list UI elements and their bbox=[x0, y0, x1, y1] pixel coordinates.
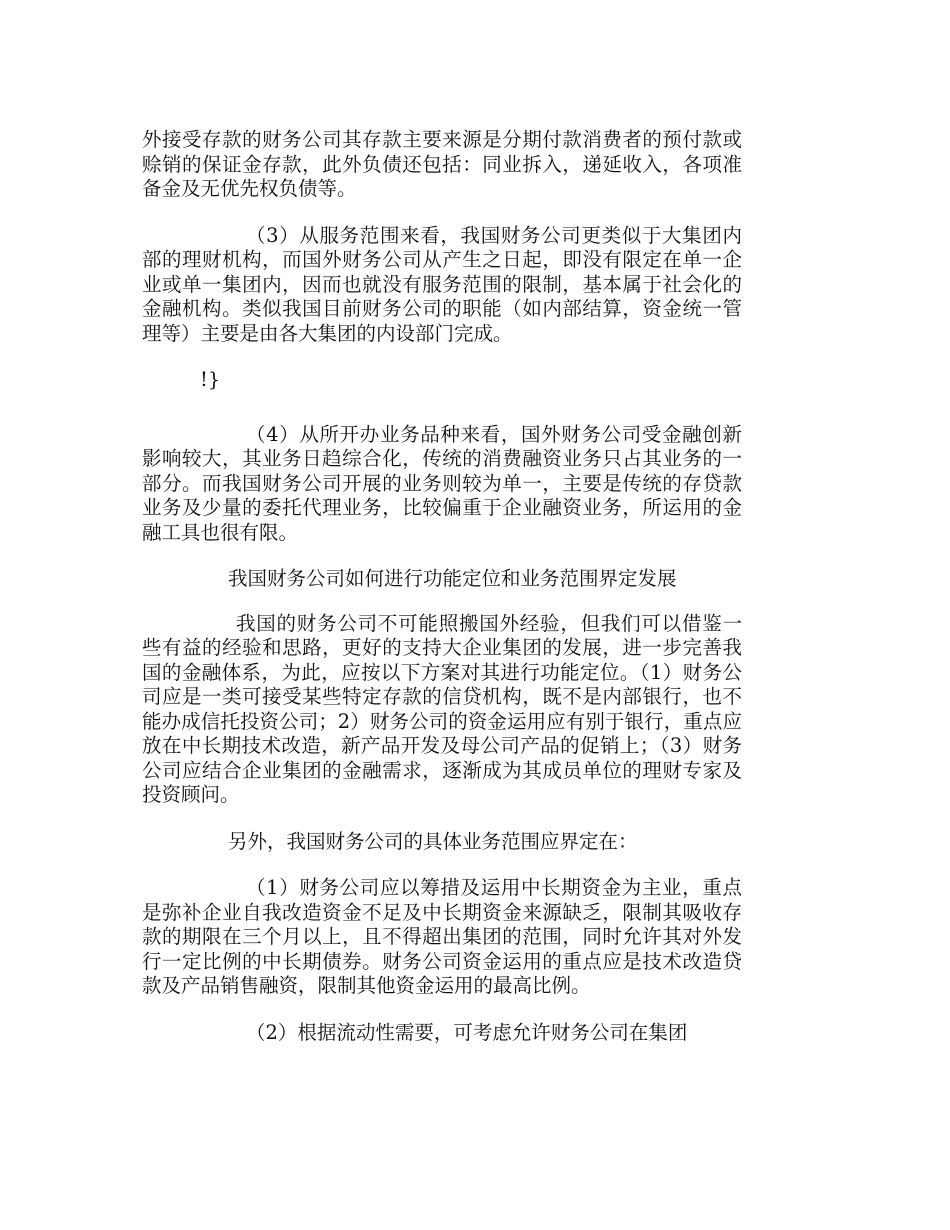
paragraph-service-scope: （3）从服务范围来看，我国财务公司更类似于大集团内部的理财机构，而国外财务公司从产生之日起，即没有限定在单一企业或单一集团内，因而也就没有服务范围的限制，基本属于社会化的金融机构。类似我国目前财务公司的职能（如内部结算，资金统一管理等）主要是由各大集团的内设部门完成。 bbox=[142, 223, 742, 345]
paragraph-scope-item-2: （2）根据流动性需要，可考虑允许财务公司在集团 bbox=[246, 1020, 688, 1044]
paragraph-liabilities: 外接受存款的财务公司其存款主要来源是分期付款消费者的预付款或赊销的保证金存款，此外负债还包括：同业拆入，递延收入，各项准备金及无优先权负债等。 bbox=[142, 128, 742, 200]
paragraph-scope-item-1: （1）财务公司应以筹措及运用中长期资金为主业，重点是弥补企业自我改造资金不足及中长期资金来源缺乏，限制其吸收存款的期限在三个月以上，且不得超出集团的范围，同时允许其对外发行一定比例的中长期债券。财务公司资金运用的重点应是技术改造贷款及产品销售融资，限制其他资金运用的最高比例。 bbox=[142, 876, 742, 997]
paragraph-stray-symbol: !} bbox=[200, 368, 221, 391]
paragraph-scope-intro: 另外，我国财务公司的具体业务范围应界定在： bbox=[228, 829, 638, 853]
document-body bbox=[142, 128, 742, 1045]
section-heading: 我国财务公司如何进行功能定位和业务范围界定发展 bbox=[228, 567, 677, 590]
paragraph-function-positioning: 我国的财务公司不可能照搬国外经验，但我们可以借鉴一些有益的经验和思路，更好的支持大企业集团的发展，进一步完善我国的金融体系，为此，应按以下方案对其进行功能定位。（1）财务公司应是一类可接受某些特定存款的信贷机构，既不是内部银行，也不能办成信托投资公司；2）财务公司的资金运用应有别于银行，重点应放在中长期技术改造，新产品开发及母公司产品的促销上；（3）财务公司应结合企业集团的金融需求，逐渐成为其成员单位的理财专家及投资顾问。 bbox=[142, 611, 742, 806]
paragraph-business-types: （4）从所开办业务品种来看，国外财务公司受金融创新影响较大，其业务日趋综合化，传统的消费融资业务只占其业务的一部分。而我国财务公司开展的业务则较为单一，主要是传统的存贷款业务及少量的委托代理业务，比较偏重于企业融资业务，所运用的金融工具也很有限。 bbox=[142, 422, 742, 544]
